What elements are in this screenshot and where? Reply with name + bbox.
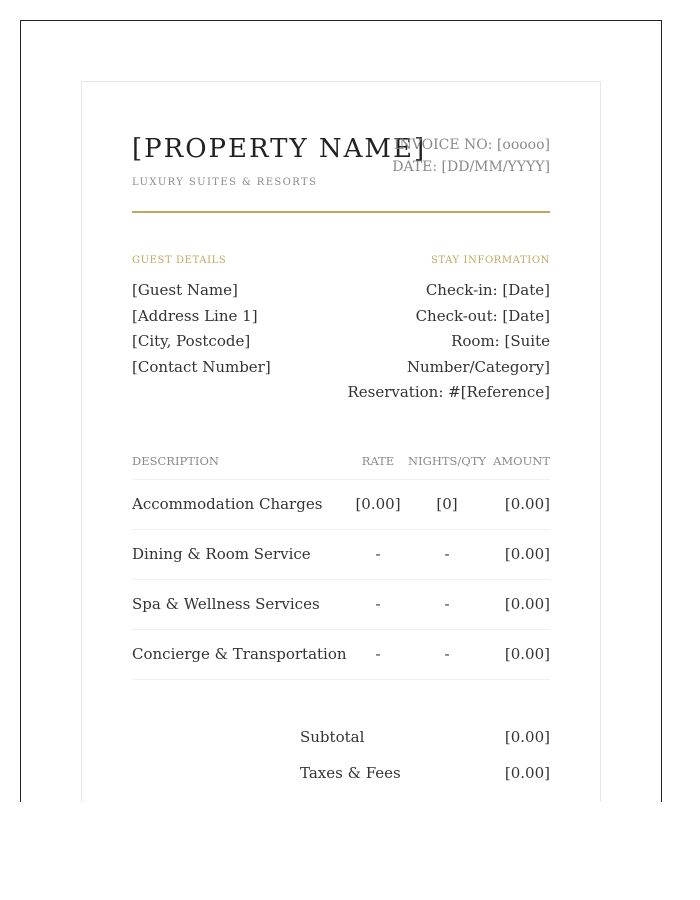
col-header-rate: RATE xyxy=(361,454,395,468)
row-amount: [0.00] xyxy=(504,495,550,513)
row-amount: [0.00] xyxy=(504,645,550,663)
guest-name: [Guest Name] xyxy=(132,281,238,299)
guest-contact-number: [Contact Number] xyxy=(132,357,271,376)
invoice-number: INVOICE NO: [ooooo] xyxy=(394,137,550,153)
invoice-date: DATE: [DD/MM/YYYY] xyxy=(392,159,550,175)
row-qty: - xyxy=(444,595,450,613)
row-description: Spa & Wellness Services xyxy=(132,595,320,613)
row-divider xyxy=(132,579,550,580)
row-rate: [0.00] xyxy=(355,495,401,513)
guest-city-postcode: [City, Postcode] xyxy=(132,332,251,350)
stay-information-label: STAY INFORMATION xyxy=(430,255,550,266)
property-tagline: LUXURY SUITES & RESORTS xyxy=(132,177,318,188)
taxes-fees-label: Taxes & Fees xyxy=(300,764,401,782)
row-divider xyxy=(132,629,550,630)
reservation-reference: Reservation: #[Reference] xyxy=(347,383,550,401)
subtotal-value: [0.00] xyxy=(504,728,550,746)
guest-details-label: GUEST DETAILS xyxy=(132,255,227,266)
table-header-divider xyxy=(132,479,550,480)
row-rate: - xyxy=(375,595,381,613)
header-divider xyxy=(132,211,550,213)
row-qty: - xyxy=(444,645,450,663)
row-amount: [0.00] xyxy=(504,595,550,613)
guest-address: [Address Line 1] xyxy=(132,306,258,325)
row-description: Concierge & Transportation xyxy=(132,645,347,663)
row-rate: - xyxy=(375,545,381,563)
subtotal-label: Subtotal xyxy=(300,728,365,746)
invoice-paper xyxy=(81,81,601,802)
check-in: Check-in: [Date] xyxy=(425,281,550,299)
row-description: Accommodation Charges xyxy=(132,495,323,513)
room-line-2: Number/Category] xyxy=(406,357,550,376)
col-header-description: DESCRIPTION xyxy=(132,454,219,468)
row-qty: - xyxy=(444,545,450,563)
taxes-fees-value: [0.00] xyxy=(504,764,550,782)
guest-details xyxy=(132,278,271,380)
row-qty: [0] xyxy=(436,495,458,513)
row-amount: [0.00] xyxy=(504,545,550,563)
invoice-meta xyxy=(392,134,550,178)
property-name: [PROPERTY NAME] xyxy=(132,134,427,164)
row-description: Dining & Room Service xyxy=(132,545,311,563)
col-header-qty: NIGHTS/QTY xyxy=(408,454,486,468)
room-line-1: Room: [Suite xyxy=(451,332,550,350)
check-out: Check-out: [Date] xyxy=(415,306,550,325)
stay-information xyxy=(347,278,550,406)
row-rate: - xyxy=(375,645,381,663)
row-divider xyxy=(132,529,550,530)
row-divider xyxy=(132,679,550,680)
col-header-amount: AMOUNT xyxy=(493,454,550,468)
